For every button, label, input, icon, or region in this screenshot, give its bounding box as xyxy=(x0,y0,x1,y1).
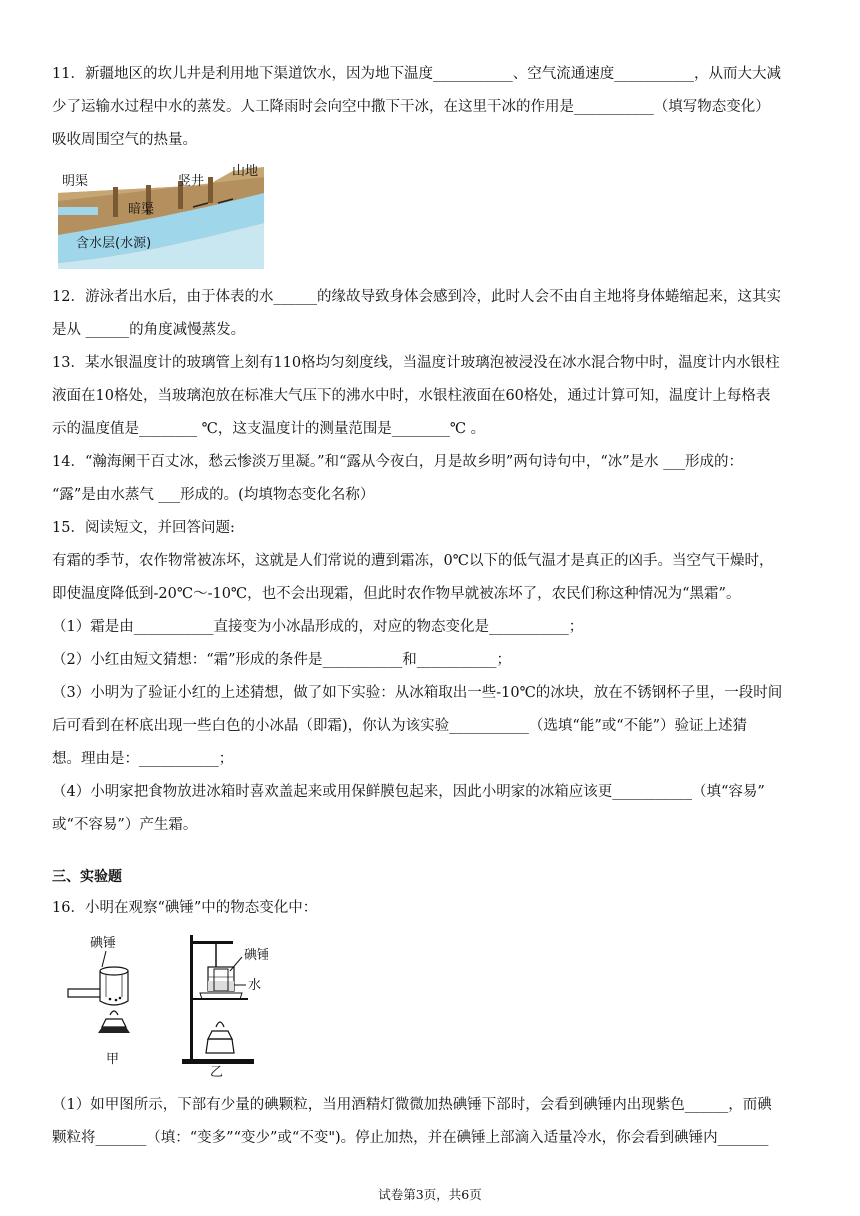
question-16-part1a: （1）如甲图所示，下部有少量的碘颗粒，当用酒精灯微微加热碘锤下部时，会看到碘锤内出现紫色______，而碘 xyxy=(52,1097,772,1113)
question-15-sub2: （2）小红由短文猜想：“霜”形成的条件是___________和___________； xyxy=(52,652,512,668)
question-11-line2: 少了运输水过程中水的蒸发。人工降雨时会向空中撒下干冰，在这里干冰的作用是___________（填写物态变化） xyxy=(52,99,770,115)
label-fig-a: 甲 xyxy=(106,1052,120,1067)
question-15-sub3a: （3）小明为了验证小红的上述猜想，做了如下实验：从冰箱取出一些-10℃的冰块，放在不锈钢杯子里，一段时间 xyxy=(52,685,783,701)
question-11-line3: 吸收周围空气的热量。 xyxy=(52,132,197,148)
question-15-text1: 有霜的季节，农作物常被冻坏，这就是人们常说的遭到霜冻，0℃以下的低气温才是真正的凶手。当空气干燥时， xyxy=(52,553,774,569)
label-iodine-hammer-b: 碘锤 xyxy=(244,948,268,963)
iodine-hammer-figure xyxy=(58,931,812,1081)
section-heading: 三、实验题 xyxy=(52,869,122,885)
question-15-sub4b: 或“不容易”）产生霜。 xyxy=(52,817,198,833)
question-12-line1: 12．游泳者出水后，由于体表的水______的缘故导致身体会感到冷，此时人会不由自主地将身体蜷缩起来，这其实 xyxy=(52,289,781,305)
question-14-line1: 14．“瀚海阑干百丈冰，愁云惨淡万里凝。”和“露从今夜白，月是故乡明”两句诗句中，“冰”是水 ___形成的： xyxy=(52,454,744,470)
question-16-title: 16．小明在观察“碘锤”中的物态变化中： xyxy=(52,900,318,916)
karez-figure xyxy=(58,163,812,273)
label-shaft: 竖井 xyxy=(178,174,205,189)
question-15-sub4a: （4）小明家把食物放进冰箱时喜欢盖起来或用保鲜膜包起来，因此小明家的冰箱应该更___________（填“容易” xyxy=(52,784,765,800)
question-13-line1: 13．某水银温度计的玻璃管上刻有110格均匀刻度线，当温度计玻璃泡被浸没在冰水混合物中时，温度计内水银柱 xyxy=(52,355,780,371)
label-fig-b: 乙 xyxy=(210,1065,224,1077)
label-hidden-channel: 暗渠 xyxy=(128,202,155,217)
question-11-line1: 11．新疆地区的坎儿井是利用地下渠道饮水，因为地下温度___________、空气流通速度___________，从而大大减 xyxy=(52,66,781,82)
label-iodine-hammer-a: 碘锤 xyxy=(90,936,117,951)
label-mountain: 山地 xyxy=(232,164,259,179)
question-13-line3: 示的温度值是________ ℃，这支温度计的测量范围是________℃ 。 xyxy=(52,421,486,437)
question-15-sub1: （1）霜是由___________直接变为小冰晶形成的，对应的物态变化是___________； xyxy=(52,619,584,635)
exam-page xyxy=(52,58,812,1155)
question-15-title: 15．阅读短文，并回答问题: xyxy=(52,520,235,536)
label-water: 水 xyxy=(248,978,262,993)
question-15-text2: 即使温度降低到-20℃～-10℃，也不会出现霜，但此时农作物早就被冻坏了，农民们称这种情况为“黑霜”。 xyxy=(52,586,741,602)
question-14-line2: “露”是由水蒸气 ___形成的。(均填物态变化名称） xyxy=(52,487,375,503)
label-aquifer: 含水层(水源) xyxy=(76,236,152,251)
page-footer: 试卷第3页，共6页 xyxy=(378,1187,482,1202)
question-13-line2: 液面在10格处，当玻璃泡放在标准大气压下的沸水中时，水银柱液面在60格处，通过计算可知，温度计上每格表 xyxy=(52,388,771,404)
iodine-hammer-diagram xyxy=(58,931,268,1077)
question-16-part1b: 颗粒将_______（填：“变多”“变少”或“不变")。停止加热，并在碘锤上部滴入适量冷水，你会看到碘锤内_______ xyxy=(52,1130,769,1146)
question-15-sub3b: 后可看到在杯底出现一些白色的小冰晶（即霜)，你认为该实验___________（选填“能”或“不能”）验证上述猜 xyxy=(52,718,748,734)
karez-diagram xyxy=(58,163,264,269)
question-15-sub3c: 想。理由是：___________； xyxy=(52,751,234,767)
label-open-channel: 明渠 xyxy=(62,174,89,189)
question-12-line2: 是从 ______的角度减慢蒸发。 xyxy=(52,322,246,338)
